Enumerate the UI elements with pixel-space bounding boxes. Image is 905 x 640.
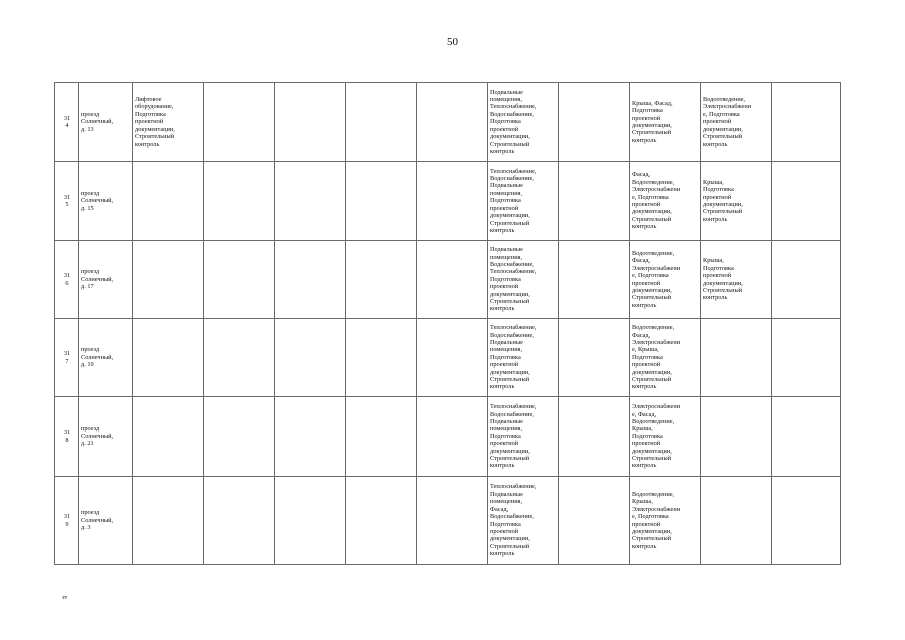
address-cell: [79, 83, 133, 162]
table-row: [55, 477, 841, 565]
works-cell-col10: [630, 83, 701, 162]
works-cell-col11-text: Крыша, Подготовка проектной документации, Строительный контроль: [703, 178, 743, 223]
works-cell-col8-text: Теплоснабжение, Подвальные помещения, Фасад, Водоснабжение, Подготовка проектной документации, Строительный контроль: [490, 483, 537, 558]
works-cell-col3-text: Лифтовое оборудование, Подготовка проектной документации, Строительный контроль: [135, 96, 175, 148]
address-cell-text: проезд Солнечный, д. 3: [81, 509, 114, 532]
works-cell-col11: [701, 162, 772, 241]
works-cell-col8-text: Теплоснабжение, Водоснабжение, Подвальные помещения, Подготовка проектной документации, Строительный контроль: [490, 403, 537, 470]
works-cell-col5: [275, 83, 346, 162]
address-cell-text: проезд Солнечный, д. 15: [81, 189, 114, 212]
works-cell-col10-text: Фасад, Водоотведение, Электроснабжени е, Подготовка проектной документации, Строительный контроль: [632, 171, 681, 231]
row-number-cell-text: 31 8: [63, 429, 71, 444]
works-cell-col9: [559, 241, 630, 319]
works-cell-col7: [417, 397, 488, 477]
row-number-cell: [55, 319, 79, 397]
footer-mark: эт: [62, 595, 68, 601]
works-cell-col9: [559, 162, 630, 241]
works-cell-col7: [417, 477, 488, 565]
works-cell-col12: [772, 241, 841, 319]
works-cell-col12: [772, 319, 841, 397]
address-cell-text: проезд Солнечный, д. 19: [81, 346, 114, 369]
address-cell: [79, 319, 133, 397]
works-cell-col10-text: Крыша, Фасад, Подготовка проектной документации, Строительный контроль: [632, 99, 673, 144]
works-cell-col11: [701, 319, 772, 397]
works-cell-col10: [630, 162, 701, 241]
works-cell-col8: [488, 477, 559, 565]
works-cell-col12: [772, 83, 841, 162]
row-number-cell: [55, 477, 79, 565]
works-cell-col10: [630, 319, 701, 397]
works-cell-col10: [630, 241, 701, 319]
works-cell-col3: [133, 162, 204, 241]
works-cell-col8: [488, 241, 559, 319]
row-number-cell: [55, 397, 79, 477]
works-cell-col4: [204, 319, 275, 397]
works-cell-col9: [559, 397, 630, 477]
works-cell-col6: [346, 319, 417, 397]
works-cell-col12: [772, 162, 841, 241]
address-cell: [79, 477, 133, 565]
works-cell-col11: [701, 477, 772, 565]
works-cell-col8: [488, 319, 559, 397]
row-number-cell: [55, 83, 79, 162]
works-cell-col11: [701, 397, 772, 477]
works-cell-col9: [559, 477, 630, 565]
repair-schedule-table: [54, 82, 841, 565]
works-cell-col4: [204, 477, 275, 565]
table-row: [55, 319, 841, 397]
works-cell-col7: [417, 319, 488, 397]
address-cell: [79, 162, 133, 241]
address-cell-text: проезд Солнечный, д. 21: [81, 425, 114, 448]
works-cell-col10: [630, 397, 701, 477]
works-cell-col3: [133, 241, 204, 319]
works-cell-col10-text: Водоотведение, Крыша, Электроснабжени е, Подготовка проектной документации, Строительный контроль: [632, 490, 681, 550]
address-cell: [79, 397, 133, 477]
table-row: [55, 83, 841, 162]
works-cell-col11: [701, 83, 772, 162]
works-cell-col7: [417, 83, 488, 162]
row-number-cell-text: 31 4: [63, 114, 71, 129]
row-number-cell-text: 31 6: [63, 272, 71, 287]
works-cell-col3: [133, 477, 204, 565]
works-cell-col5: [275, 319, 346, 397]
works-cell-col10-text: Водоотведение, Фасад, Электроснабжени е, Крыша, Подготовка проектной документации, Строительный контроль: [632, 324, 681, 391]
works-cell-col3: [133, 319, 204, 397]
works-cell-col3: [133, 83, 204, 162]
row-number-cell-text: 31 9: [63, 513, 71, 528]
works-cell-col5: [275, 477, 346, 565]
works-cell-col6: [346, 162, 417, 241]
works-cell-col6: [346, 397, 417, 477]
works-cell-col4: [204, 397, 275, 477]
works-cell-col8-text: Подвальные помещения, Теплоснабжение, Водоснабжение, Подготовка проектной документации, Строительный контроль: [490, 88, 537, 155]
works-cell-col11-text: Водоотведение, Электроснабжени е, Подготовка проектной документации, Строительный контроль: [703, 96, 752, 148]
works-cell-col9: [559, 83, 630, 162]
table-row: [55, 162, 841, 241]
works-cell-col10: [630, 477, 701, 565]
works-cell-col9: [559, 319, 630, 397]
works-cell-col6: [346, 241, 417, 319]
works-cell-col8-text: Теплоснабжение, Водоснабжение, Подвальные помещения, Подготовка проектной документации, Строительный контроль: [490, 324, 537, 391]
works-cell-col8-text: Теплоснабжение, Водоснабжение, Подвальные помещения, Подготовка проектной документации, Строительный контроль: [490, 167, 537, 234]
works-cell-col6: [346, 477, 417, 565]
row-number-cell: [55, 241, 79, 319]
works-cell-col6: [346, 83, 417, 162]
row-number-cell-text: 31 5: [63, 193, 71, 208]
works-cell-col4: [204, 162, 275, 241]
works-cell-col12: [772, 397, 841, 477]
works-cell-col10-text: Электроснабжени е, Фасад, Водоотведение, Крыша, Подготовка проектной документации, Строительный контроль: [632, 403, 681, 470]
row-number-cell: [55, 162, 79, 241]
works-cell-col7: [417, 241, 488, 319]
works-cell-col4: [204, 83, 275, 162]
row-number-cell-text: 31 7: [63, 350, 71, 365]
works-cell-col11: [701, 241, 772, 319]
works-cell-col3: [133, 397, 204, 477]
works-cell-col7: [417, 162, 488, 241]
address-cell-text: проезд Солнечный, д. 13: [81, 110, 114, 133]
works-cell-col8: [488, 162, 559, 241]
address-cell: [79, 241, 133, 319]
works-cell-col10-text: Водоотведение, Фасад, Электроснабжени е, Подготовка проектной документации, Строительный контроль: [632, 249, 681, 309]
works-cell-col8-text: Подвальные помещения, Водоснабжение, Теплоснабжение, Подготовка проектной документации, Строительный контроль: [490, 246, 537, 313]
works-cell-col8: [488, 83, 559, 162]
works-cell-col11-text: Крыша, Подготовка проектной документации, Строительный контроль: [703, 257, 743, 302]
works-cell-col12: [772, 477, 841, 565]
works-cell-col8: [488, 397, 559, 477]
works-cell-col5: [275, 241, 346, 319]
table-row: [55, 397, 841, 477]
works-cell-col5: [275, 397, 346, 477]
works-cell-col4: [204, 241, 275, 319]
page-number: 50: [447, 36, 458, 48]
address-cell-text: проезд Солнечный, д. 17: [81, 268, 114, 291]
works-cell-col5: [275, 162, 346, 241]
table-row: [55, 241, 841, 319]
